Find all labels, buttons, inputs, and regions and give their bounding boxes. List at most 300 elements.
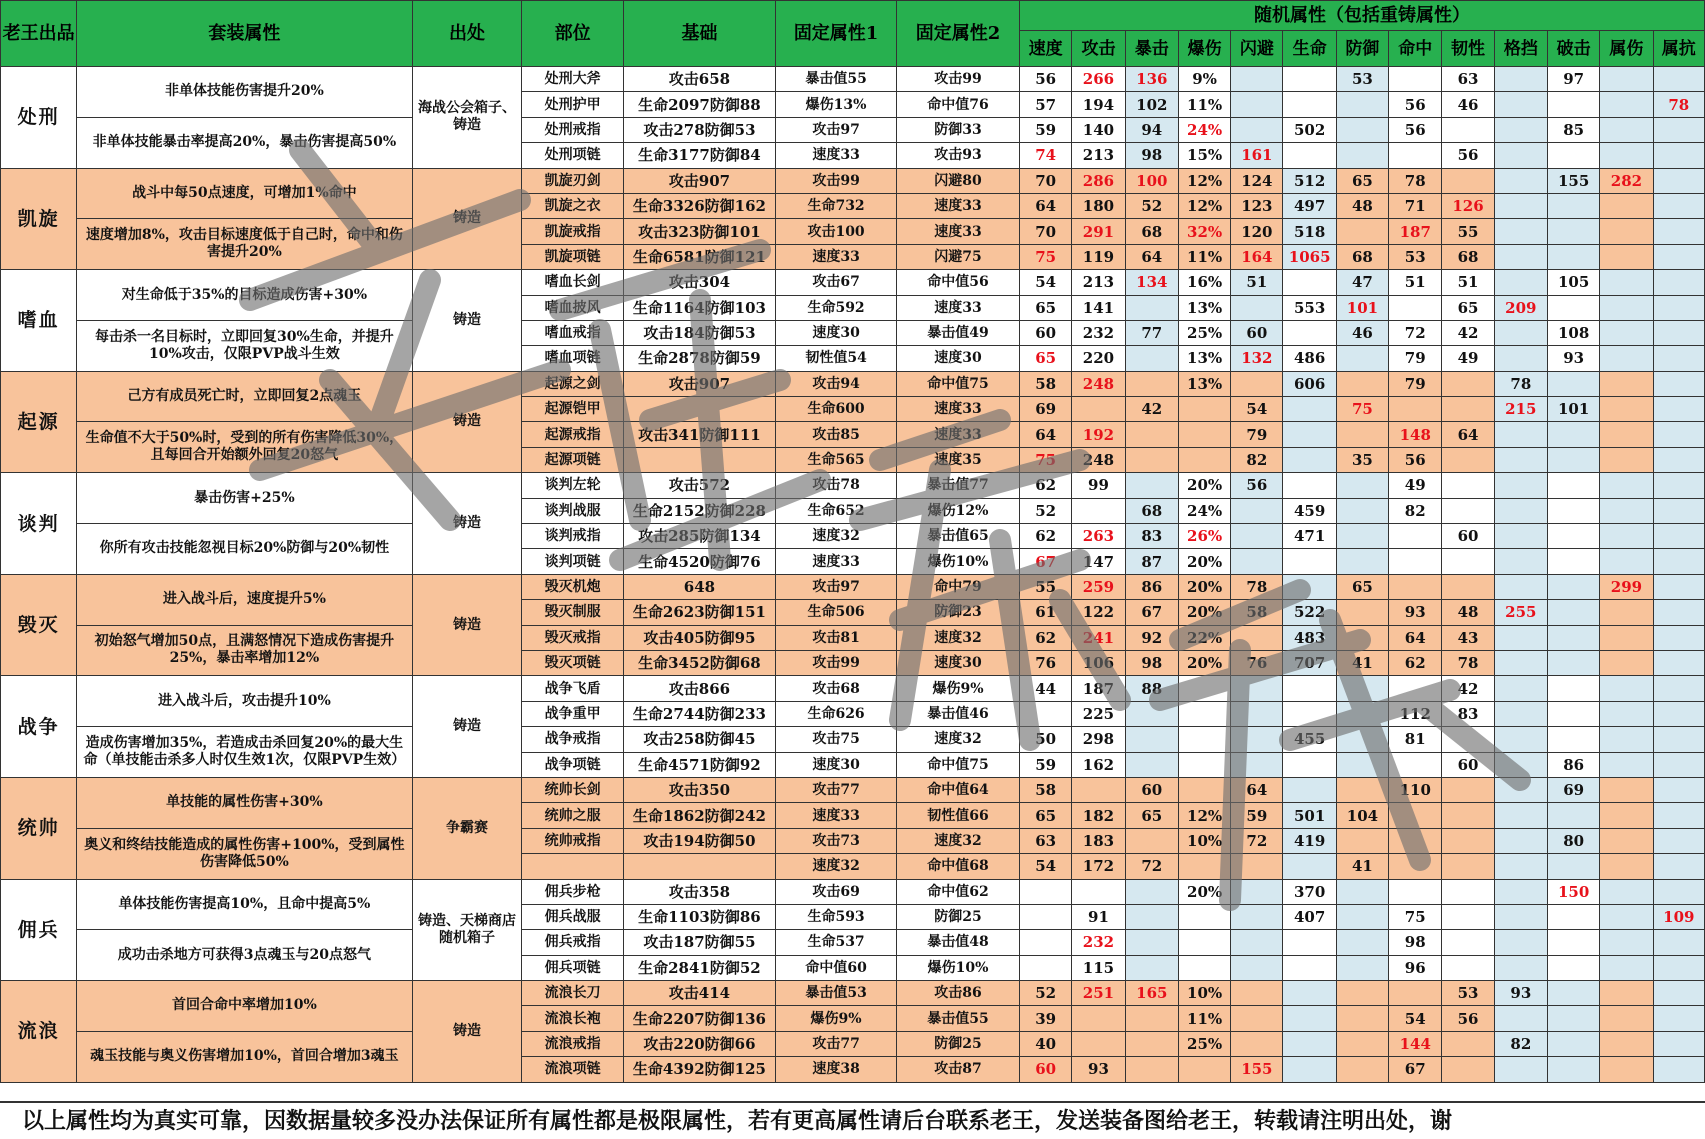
- random-attr-value: 136: [1125, 67, 1178, 92]
- random-attr-value: [1442, 117, 1494, 142]
- random-attr-value: [1283, 549, 1336, 574]
- fixed-attr-2: 爆伤10%: [897, 549, 1020, 574]
- base-stats: 攻击304: [623, 270, 775, 295]
- base-stats: 攻击220防御66: [623, 1031, 775, 1056]
- fixed-attr-2: 爆伤10%: [897, 955, 1020, 980]
- random-attr-value: 65: [1125, 803, 1178, 828]
- random-attr-value: 20%: [1178, 600, 1230, 625]
- random-attr-value: [1494, 879, 1547, 904]
- set-bonus-text: 魂玉技能与奥义伤害增加10%，首回合增加3魂玉: [77, 1031, 412, 1082]
- random-attr-value: [1020, 879, 1072, 904]
- fixed-attr-1: 速度32: [776, 854, 897, 879]
- fixed-attr-1: 爆伤9%: [776, 1006, 897, 1031]
- random-attr-value: [1283, 1057, 1336, 1082]
- random-attr-value: [1336, 828, 1388, 853]
- random-attr-value: [1600, 397, 1653, 422]
- set-source: 铸造: [412, 981, 522, 1083]
- random-attr-value: [1653, 676, 1704, 701]
- base-stats: 攻击323防御101: [623, 219, 775, 244]
- random-attr-value: [1653, 803, 1704, 828]
- random-attr-value: [1336, 752, 1388, 777]
- set-source: 铸造: [412, 371, 522, 473]
- set-bonus-text: 非单体技能暴击率提高20%，暴击伤害提高50%: [77, 117, 412, 168]
- base-stats: 生命1103防御86: [623, 904, 775, 929]
- random-attr-value: 43: [1442, 625, 1494, 650]
- random-attr-value: 83: [1125, 524, 1178, 549]
- footer-note: 以上属性均为真实可靠，因数据量较多没办法保证所有属性都是极限属性，若有更高属性请后台联系老王，发送装备图给老王，转载请注明出处，谢: [0, 1101, 1705, 1139]
- random-attr-value: 62: [1020, 473, 1072, 498]
- random-attr-value: [1178, 955, 1230, 980]
- random-attr-value: [1442, 777, 1494, 802]
- random-attr-value: 59: [1020, 752, 1072, 777]
- random-attr-value: [1653, 828, 1704, 853]
- table-row: [1, 67, 1705, 92]
- random-attr-value: [1653, 930, 1704, 955]
- base-stats: 648: [623, 574, 775, 599]
- random-attr-value: 41: [1336, 854, 1388, 879]
- random-attr-value: [1020, 701, 1072, 726]
- random-attr-value: 209: [1494, 295, 1547, 320]
- random-attr-value: 140: [1072, 117, 1125, 142]
- fixed-attr-1: 暴击值55: [776, 67, 897, 92]
- random-attr-value: [1653, 117, 1704, 142]
- random-attr-value: 183: [1072, 828, 1125, 853]
- fixed-attr-2: 命中值64: [897, 777, 1020, 802]
- set-bonus-text: 每击杀一名目标时，立即回复30%生命，并提升10%攻击，仅限PVP战斗生效: [77, 320, 412, 371]
- slot-name: 处刑大斧: [522, 67, 623, 92]
- random-attr-value: [1494, 473, 1547, 498]
- set-source: 争霸赛: [412, 777, 522, 879]
- random-attr-value: [1178, 1057, 1230, 1082]
- random-attr-value: [1600, 955, 1653, 980]
- random-attr-value: 64: [1020, 193, 1072, 218]
- random-attr-value: [1548, 981, 1600, 1006]
- random-attr-value: [1600, 701, 1653, 726]
- set-name: 统帅: [1, 777, 77, 879]
- random-attr-value: [1389, 676, 1442, 701]
- random-attr-value: [1336, 777, 1388, 802]
- random-attr-value: [1653, 295, 1704, 320]
- base-stats: [623, 447, 775, 472]
- slot-name: 佣兵步枪: [522, 879, 623, 904]
- random-attr-value: 282: [1600, 168, 1653, 193]
- random-attr-value: [1072, 498, 1125, 523]
- random-attr-value: 486: [1283, 346, 1336, 371]
- random-attr-value: [1072, 1006, 1125, 1031]
- random-attr-value: 42: [1442, 320, 1494, 345]
- random-attr-value: [1231, 854, 1283, 879]
- random-attr-value: 79: [1231, 422, 1283, 447]
- random-attr-value: [1336, 473, 1388, 498]
- random-attr-value: [1600, 320, 1653, 345]
- random-attr-value: [1653, 168, 1704, 193]
- random-attr-value: [1548, 498, 1600, 523]
- random-attr-value: [1653, 320, 1704, 345]
- fixed-attr-1: 攻击75: [776, 727, 897, 752]
- random-attr-value: 501: [1283, 803, 1336, 828]
- random-attr-value: [1231, 955, 1283, 980]
- random-attr-value: 65: [1020, 803, 1072, 828]
- random-attr-value: [1548, 549, 1600, 574]
- set-bonus-text: 非单体技能伤害提升20%: [77, 67, 412, 118]
- random-attr-value: 87: [1125, 549, 1178, 574]
- random-attr-value: [1494, 955, 1547, 980]
- random-attr-value: 187: [1389, 219, 1442, 244]
- slot-name: 起源戒指: [522, 422, 623, 447]
- random-attr-value: 93: [1494, 981, 1547, 1006]
- random-attr-value: [1178, 397, 1230, 422]
- random-attr-value: [1283, 1031, 1336, 1056]
- random-attr-value: 64: [1442, 422, 1494, 447]
- base-stats: 攻击907: [623, 371, 775, 396]
- random-attr-value: [1231, 879, 1283, 904]
- random-attr-value: 60: [1231, 320, 1283, 345]
- set-bonus-text: 进入战斗后，攻击提升10%: [77, 676, 412, 727]
- random-attr-value: [1178, 422, 1230, 447]
- slot-name: 谈判项链: [522, 549, 623, 574]
- table-row: [1, 879, 1705, 904]
- random-attr-value: 58: [1020, 371, 1072, 396]
- fixed-attr-1: 攻击99: [776, 650, 897, 675]
- random-attr-value: [1653, 1006, 1704, 1031]
- random-attr-value: 78: [1389, 168, 1442, 193]
- fixed-attr-1: 攻击81: [776, 625, 897, 650]
- random-attr-value: [1389, 879, 1442, 904]
- fixed-attr-1: 攻击85: [776, 422, 897, 447]
- random-attr-value: 54: [1020, 270, 1072, 295]
- fixed-attr-1: 生命652: [776, 498, 897, 523]
- header-random-col: 破击: [1548, 31, 1600, 67]
- random-attr-value: 20%: [1178, 650, 1230, 675]
- random-attr-value: [1600, 117, 1653, 142]
- random-attr-value: 72: [1231, 828, 1283, 853]
- random-attr-value: 194: [1072, 92, 1125, 117]
- random-attr-value: 78: [1442, 650, 1494, 675]
- random-attr-value: [1072, 1031, 1125, 1056]
- random-attr-value: [1653, 727, 1704, 752]
- random-attr-value: [1336, 549, 1388, 574]
- random-attr-value: [1072, 879, 1125, 904]
- fixed-attr-1: 生命565: [776, 447, 897, 472]
- random-attr-value: [1231, 92, 1283, 117]
- random-attr-value: 106: [1072, 650, 1125, 675]
- random-attr-value: [1178, 904, 1230, 929]
- set-bonus-text: 进入战斗后，速度提升5%: [77, 574, 412, 625]
- random-attr-value: [1548, 524, 1600, 549]
- table-row: [1, 777, 1705, 802]
- header-random-group: 随机属性（包括重铸属性）: [1020, 1, 1705, 31]
- random-attr-value: 60: [1125, 777, 1178, 802]
- table-row: [1, 422, 1705, 447]
- base-stats: 生命3177防御84: [623, 143, 775, 168]
- random-attr-value: 82: [1231, 447, 1283, 472]
- random-attr-value: [1231, 498, 1283, 523]
- random-attr-value: 78: [1653, 92, 1704, 117]
- random-attr-value: [1178, 777, 1230, 802]
- fixed-attr-1: 速度32: [776, 524, 897, 549]
- random-attr-value: [1600, 346, 1653, 371]
- random-attr-value: [1125, 447, 1178, 472]
- base-stats: 攻击405防御95: [623, 625, 775, 650]
- fixed-attr-1: 速度30: [776, 320, 897, 345]
- random-attr-value: [1283, 270, 1336, 295]
- random-attr-value: 213: [1072, 270, 1125, 295]
- random-attr-value: 518: [1283, 219, 1336, 244]
- fixed-attr-1: 暴击值53: [776, 981, 897, 1006]
- base-stats: 攻击907: [623, 168, 775, 193]
- random-attr-value: 76: [1020, 650, 1072, 675]
- random-attr-value: [1548, 295, 1600, 320]
- random-attr-value: [1548, 574, 1600, 599]
- random-attr-value: [1548, 1031, 1600, 1056]
- random-attr-value: 46: [1336, 320, 1388, 345]
- random-attr-value: 42: [1442, 676, 1494, 701]
- random-attr-value: [1653, 625, 1704, 650]
- random-attr-value: 92: [1125, 625, 1178, 650]
- random-attr-value: [1494, 270, 1547, 295]
- random-attr-value: [1336, 346, 1388, 371]
- table-row: [1, 930, 1705, 955]
- slot-name: 谈判左轮: [522, 473, 623, 498]
- random-attr-value: [1020, 930, 1072, 955]
- set-bonus-text: 速度增加8%，攻击目标速度低于自己时，命中和伤害提升20%: [77, 219, 412, 270]
- random-attr-value: 55: [1442, 219, 1494, 244]
- set-bonus-text: 初始怒气增加50点，且满怒情况下造成伤害提升25%，暴击率增加12%: [77, 625, 412, 676]
- base-stats: [623, 397, 775, 422]
- random-attr-value: [1494, 447, 1547, 472]
- random-attr-value: [1494, 625, 1547, 650]
- random-attr-value: [1494, 422, 1547, 447]
- random-attr-value: 259: [1072, 574, 1125, 599]
- random-attr-value: 51: [1231, 270, 1283, 295]
- random-attr-value: 56: [1389, 92, 1442, 117]
- random-attr-value: 44: [1020, 676, 1072, 701]
- random-attr-value: 187: [1072, 676, 1125, 701]
- header-random-col: 韧性: [1442, 31, 1494, 67]
- random-attr-value: 102: [1125, 92, 1178, 117]
- base-stats: 攻击866: [623, 676, 775, 701]
- random-attr-value: 16%: [1178, 270, 1230, 295]
- random-attr-value: [1231, 117, 1283, 142]
- set-source: 海战公会箱子、铸造: [412, 67, 522, 169]
- random-attr-value: 56: [1389, 117, 1442, 142]
- random-attr-value: 53: [1442, 981, 1494, 1006]
- random-attr-value: [1389, 752, 1442, 777]
- random-attr-value: [1231, 727, 1283, 752]
- random-attr-value: [1389, 143, 1442, 168]
- random-attr-value: [1600, 854, 1653, 879]
- random-attr-value: [1125, 346, 1178, 371]
- fixed-attr-1: 攻击97: [776, 117, 897, 142]
- random-attr-value: [1283, 1006, 1336, 1031]
- slot-name: 佣兵战服: [522, 904, 623, 929]
- slot-name: 凯旋之衣: [522, 193, 623, 218]
- random-attr-value: 86: [1125, 574, 1178, 599]
- random-attr-value: 79: [1389, 346, 1442, 371]
- random-attr-value: 20%: [1178, 574, 1230, 599]
- random-attr-value: 161: [1231, 143, 1283, 168]
- fixed-attr-2: 速度33: [897, 422, 1020, 447]
- random-attr-value: [1283, 143, 1336, 168]
- random-attr-value: [1653, 244, 1704, 269]
- header-random-col: 生命: [1283, 31, 1336, 67]
- random-attr-value: 25%: [1178, 320, 1230, 345]
- base-stats: 攻击658: [623, 67, 775, 92]
- random-attr-value: 70: [1020, 219, 1072, 244]
- random-attr-value: [1231, 904, 1283, 929]
- random-attr-value: [1231, 295, 1283, 320]
- random-attr-value: 232: [1072, 930, 1125, 955]
- slot-name: 毁灭戒指: [522, 625, 623, 650]
- fixed-attr-2: 爆伤12%: [897, 498, 1020, 523]
- random-attr-value: [1336, 625, 1388, 650]
- random-attr-value: 459: [1283, 498, 1336, 523]
- set-bonus-text: 单技能的属性伤害+30%: [77, 777, 412, 828]
- random-attr-value: 1065: [1283, 244, 1336, 269]
- random-attr-value: [1548, 193, 1600, 218]
- random-attr-value: 298: [1072, 727, 1125, 752]
- random-attr-value: 24%: [1178, 117, 1230, 142]
- random-attr-value: [1653, 650, 1704, 675]
- random-attr-value: [1125, 1031, 1178, 1056]
- random-attr-value: [1283, 981, 1336, 1006]
- random-attr-value: 40: [1020, 1031, 1072, 1056]
- fixed-attr-1: 韧性值54: [776, 346, 897, 371]
- random-attr-value: 80: [1548, 828, 1600, 853]
- random-attr-value: [1494, 67, 1547, 92]
- random-attr-value: [1178, 727, 1230, 752]
- random-attr-value: [1389, 981, 1442, 1006]
- fixed-attr-1: 生命732: [776, 193, 897, 218]
- random-attr-value: [1653, 1031, 1704, 1056]
- random-attr-value: 49: [1389, 473, 1442, 498]
- random-attr-value: [1231, 676, 1283, 701]
- header-random-col: 命中: [1389, 31, 1442, 67]
- random-attr-value: 122: [1072, 600, 1125, 625]
- random-attr-value: 155: [1231, 1057, 1283, 1082]
- fixed-attr-2: 暴击值49: [897, 320, 1020, 345]
- table-row: [1, 473, 1705, 498]
- random-attr-value: 68: [1442, 244, 1494, 269]
- fixed-attr-1: 生命506: [776, 600, 897, 625]
- set-name: 毁灭: [1, 574, 77, 676]
- fixed-attr-2: 防御25: [897, 904, 1020, 929]
- random-attr-value: [1600, 67, 1653, 92]
- random-attr-value: [1494, 117, 1547, 142]
- random-attr-value: 60: [1020, 1057, 1072, 1082]
- random-attr-value: 98: [1125, 143, 1178, 168]
- random-attr-value: 56: [1442, 1006, 1494, 1031]
- random-attr-value: [1283, 777, 1336, 802]
- random-attr-value: [1600, 92, 1653, 117]
- set-name: 起源: [1, 371, 77, 473]
- base-stats: 生命4392防御125: [623, 1057, 775, 1082]
- random-attr-value: [1653, 981, 1704, 1006]
- random-attr-value: 75: [1020, 447, 1072, 472]
- random-attr-value: [1494, 143, 1547, 168]
- fixed-attr-2: 速度30: [897, 650, 1020, 675]
- random-attr-value: [1653, 879, 1704, 904]
- random-attr-value: [1336, 371, 1388, 396]
- random-attr-value: [1653, 270, 1704, 295]
- random-attr-value: 112: [1389, 701, 1442, 726]
- random-attr-value: [1494, 854, 1547, 879]
- fixed-attr-1: 速度33: [776, 244, 897, 269]
- random-attr-value: [1653, 1057, 1704, 1082]
- random-attr-value: 56: [1020, 67, 1072, 92]
- random-attr-value: 220: [1072, 346, 1125, 371]
- header-random-col: 属伤: [1600, 31, 1653, 67]
- random-attr-value: [1283, 67, 1336, 92]
- random-attr-value: 46: [1442, 92, 1494, 117]
- random-attr-value: [1442, 549, 1494, 574]
- random-attr-value: [1494, 777, 1547, 802]
- set-source: 铸造: [412, 676, 522, 778]
- random-attr-value: [1494, 1006, 1547, 1031]
- random-attr-value: [1653, 574, 1704, 599]
- random-attr-value: 20%: [1178, 473, 1230, 498]
- random-attr-value: 35: [1336, 447, 1388, 472]
- set-bonus-text: 战斗中每50点速度，可增加1%命中: [77, 168, 412, 219]
- fixed-attr-2: 防御23: [897, 600, 1020, 625]
- table-row: [1, 371, 1705, 396]
- random-attr-value: 105: [1548, 270, 1600, 295]
- random-attr-value: 115: [1072, 955, 1125, 980]
- random-attr-value: 55: [1020, 574, 1072, 599]
- base-stats: 生命2841防御52: [623, 955, 775, 980]
- base-stats: 生命2878防御59: [623, 346, 775, 371]
- header-author: 老王出品: [1, 1, 77, 67]
- random-attr-value: 65: [1020, 346, 1072, 371]
- random-attr-value: 78: [1231, 574, 1283, 599]
- slot-name: 统帅之服: [522, 803, 623, 828]
- random-attr-value: 67: [1389, 1057, 1442, 1082]
- random-attr-value: 71: [1389, 193, 1442, 218]
- random-attr-value: [1336, 600, 1388, 625]
- random-attr-value: [1548, 473, 1600, 498]
- set-name: 处刑: [1, 67, 77, 169]
- random-attr-value: 58: [1231, 600, 1283, 625]
- random-attr-value: [1548, 244, 1600, 269]
- random-attr-value: [1125, 752, 1178, 777]
- random-attr-value: [1600, 422, 1653, 447]
- set-source: 铸造: [412, 270, 522, 372]
- set-name: 谈判: [1, 473, 77, 575]
- random-attr-value: 15%: [1178, 143, 1230, 168]
- random-attr-value: 120: [1231, 219, 1283, 244]
- random-attr-value: [1336, 117, 1388, 142]
- random-attr-value: [1600, 219, 1653, 244]
- random-attr-value: [1231, 371, 1283, 396]
- random-attr-value: 192: [1072, 422, 1125, 447]
- random-attr-value: 20%: [1178, 879, 1230, 904]
- fixed-attr-2: 闪避75: [897, 244, 1020, 269]
- random-attr-value: [1548, 650, 1600, 675]
- random-attr-value: [1389, 828, 1442, 853]
- set-source: 铸造: [412, 473, 522, 575]
- random-attr-value: [1548, 854, 1600, 879]
- random-attr-value: [1653, 854, 1704, 879]
- random-attr-value: [1336, 879, 1388, 904]
- random-attr-value: 52: [1020, 498, 1072, 523]
- slot-name: 嗜血长剑: [522, 270, 623, 295]
- slot-name: 毁灭制服: [522, 600, 623, 625]
- random-attr-value: [1494, 219, 1547, 244]
- random-attr-value: [1600, 295, 1653, 320]
- random-attr-value: 53: [1389, 244, 1442, 269]
- random-attr-value: 63: [1442, 67, 1494, 92]
- random-attr-value: 232: [1072, 320, 1125, 345]
